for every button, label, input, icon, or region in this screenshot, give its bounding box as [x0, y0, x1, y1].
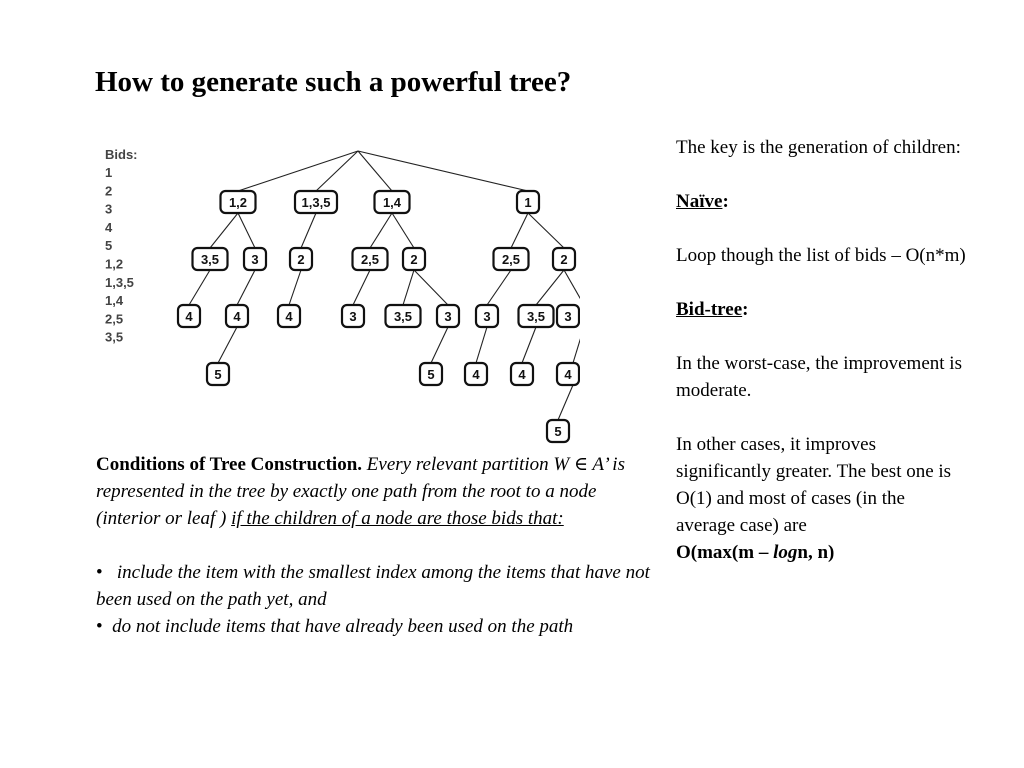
tree-node: [557, 363, 579, 385]
bidtree-heading-label: Bid-tree: [676, 299, 743, 320]
bullet-1-text: include the item with the smallest index among the items that have not been used on the path yet, and: [96, 562, 650, 610]
tree-node-label: 2: [297, 252, 305, 267]
bids-list-item: 2,5: [105, 311, 124, 327]
tree-node: [386, 305, 421, 327]
bids-list-item: 1,3,5: [105, 274, 134, 290]
other-cases-text: In other cases, it improves significantly greater. The best one is O(1) and most of cases (in the average case) are: [676, 434, 952, 536]
tree-edge: [573, 327, 580, 363]
tree-node-label: 2,5: [501, 252, 521, 267]
bids-legend: [105, 147, 138, 345]
condition-bullet-1: [96, 559, 652, 613]
bids-list-item: 4: [105, 219, 113, 235]
tree-node-label: 4: [185, 309, 193, 324]
conditions-paragraph: [96, 451, 652, 532]
tree-edge: [536, 270, 564, 305]
tree-edge: [358, 151, 392, 191]
bids-list-item: 1,2: [105, 256, 124, 272]
tree-edge: [301, 213, 316, 248]
tree-edge: [476, 327, 487, 363]
bids-header: Bids:: [105, 147, 138, 162]
tree-node: [511, 363, 533, 385]
tree-edge: [431, 327, 448, 363]
tree-node: [517, 191, 539, 213]
bids-list-item: 1,4: [105, 293, 124, 309]
tree-edge: [358, 151, 528, 191]
other-cases-paragraph: [676, 431, 966, 566]
tree-node: [207, 363, 229, 385]
tree-node: [403, 248, 425, 270]
tree-node-label: 3,5: [200, 252, 220, 267]
tree-node: [557, 305, 579, 327]
tree-edge: [189, 270, 210, 305]
tree-node-label: 1,2: [228, 195, 248, 210]
bidtree-colon: :: [742, 299, 749, 320]
bids-list-item: 3: [105, 201, 113, 217]
tree-node-label: 2,5: [360, 252, 380, 267]
tree-edge: [528, 213, 564, 248]
tree-node-label: 3,5: [393, 309, 413, 324]
tree-edge: [564, 270, 580, 305]
tree-node: [342, 305, 364, 327]
slide-title: How to generate such a powerful tree?: [95, 66, 572, 98]
conditions-block: [96, 451, 652, 640]
naive-text: Loop though the list of bids – O(n*m): [676, 245, 966, 266]
tree-node: [465, 363, 487, 385]
naive-heading: [676, 188, 966, 215]
tree-node: [519, 305, 554, 327]
bid-tree-figure: [100, 140, 580, 450]
conditions-underlined: if the children of a node are those bids that:: [231, 508, 564, 529]
formula-log: log: [773, 542, 798, 563]
tree-node-label: 1,4: [382, 195, 402, 210]
tree-node-label: 4: [472, 367, 480, 382]
tree-node-label: 4: [518, 367, 526, 382]
tree-node: [221, 191, 256, 213]
tree-node-label: 2: [560, 252, 568, 267]
intro-text: The key is the generation of children:: [676, 137, 961, 158]
tree-edge: [511, 213, 528, 248]
tree-edge: [316, 151, 358, 191]
tree-nodes: [178, 191, 579, 442]
tree-node: [437, 305, 459, 327]
tree-edge: [353, 270, 370, 305]
bids-list-item: 5: [105, 238, 113, 254]
naive-colon: :: [722, 191, 729, 212]
tree-node-label: 4: [564, 367, 572, 382]
tree-node: [494, 248, 529, 270]
tree-node: [295, 191, 337, 213]
condition-bullet-2: [96, 613, 652, 640]
bids-list-item: 2: [105, 183, 113, 199]
tree-edge: [218, 327, 237, 363]
bullet-2-text: do not include items that have already been used on the path: [112, 616, 574, 637]
tree-node-label: 5: [214, 367, 222, 382]
tree-node-label: 3: [251, 252, 259, 267]
tree-node: [278, 305, 300, 327]
right-column: [676, 134, 966, 593]
tree-edge: [237, 270, 255, 305]
conditions-heading: Conditions of Tree Construction.: [96, 454, 363, 475]
tree-node-label: 2: [410, 252, 418, 267]
bids-list-item: 3,5: [105, 329, 124, 345]
conditions-text: Every relevant partition W ∈ A’ is represented in the tree by exactly one path from the root to a node (interior or leaf ): [96, 454, 625, 529]
worst-case-text: In the worst-case, the improvement is moderate.: [676, 353, 962, 401]
tree-edge: [370, 213, 392, 248]
formula-part-b: n, n): [797, 542, 835, 563]
tree-node-label: 3: [444, 309, 452, 324]
tree-edge: [487, 270, 511, 305]
tree-node-label: 4: [285, 309, 293, 324]
tree-node: [226, 305, 248, 327]
complexity-formula: [676, 542, 834, 563]
tree-node: [547, 420, 569, 442]
tree-edge: [210, 213, 238, 248]
tree-node: [553, 248, 575, 270]
tree-node: [290, 248, 312, 270]
tree-node: [420, 363, 442, 385]
tree-node-label: 3: [564, 309, 572, 324]
formula-part-a: O(max(m –: [676, 542, 774, 563]
tree-node-label: 3,5: [526, 309, 546, 324]
naive-heading-label: Naïve: [676, 191, 723, 212]
tree-edge: [392, 213, 414, 248]
tree-node: [244, 248, 266, 270]
tree-node: [178, 305, 200, 327]
tree-edge: [558, 385, 573, 420]
tree-node-label: 5: [427, 367, 435, 382]
tree-node: [476, 305, 498, 327]
tree-edge: [403, 270, 414, 305]
tree-edge: [289, 270, 301, 305]
bids-list-item: 1: [105, 165, 113, 180]
tree-node-label: 3: [483, 309, 491, 324]
bullet-2-symbol: •: [96, 616, 103, 637]
tree-edge: [522, 327, 536, 363]
tree-edge: [238, 151, 358, 191]
tree-edge: [414, 270, 448, 305]
tree-node-label: 3: [349, 309, 357, 324]
tree-node: [375, 191, 410, 213]
tree-node: [193, 248, 228, 270]
bullet-1-symbol: •: [96, 562, 103, 583]
tree-node-label: 1: [524, 195, 532, 210]
tree-node: [353, 248, 388, 270]
tree-node-label: 1,3,5: [301, 195, 331, 210]
tree-edge: [238, 213, 255, 248]
tree-node-label: 4: [233, 309, 241, 324]
tree-node-label: 5: [554, 424, 562, 439]
bidtree-heading: [676, 296, 966, 323]
